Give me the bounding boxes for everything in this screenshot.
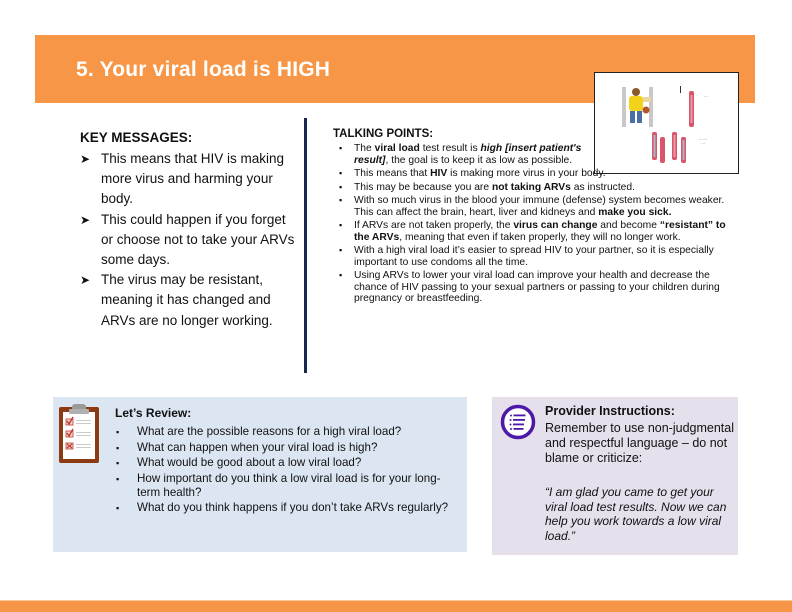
square-bullet-icon: ▪ — [339, 195, 343, 205]
square-bullet-icon: ▪ — [116, 503, 120, 513]
review-question: ▪ What do you think happens if you don’t take ARVs regularly? — [116, 501, 449, 514]
provider-instruction-text: Remember to use non-judgmental and respectful language – do not blame or criticize: — [545, 421, 734, 465]
review-question: ▪ How important do you think a low viral load is for your long-term health? — [116, 471, 441, 499]
arrow-bullet-icon: ➤ — [80, 273, 91, 288]
key-messages-heading: KEY MESSAGES: — [80, 130, 193, 145]
column-divider — [304, 118, 307, 373]
talking-point-item: ▪ With so much virus in the blood your immune (defense) system becomes weaker. This can affect the brain, heart, liver and kidneys and make you sick. — [339, 195, 725, 218]
talking-point-item: ▪ This may be because you are not taking ARVs as instructed. — [339, 181, 635, 193]
review-question: ▪ What can happen when your viral load is high? — [116, 440, 378, 454]
key-messages-list — [80, 149, 295, 331]
provider-sample-quote: “I am glad you came to get your viral load test results. Now we can help you work towards a low viral load.” — [545, 485, 727, 543]
talking-point-item: ▪ Using ARVs to lower your viral load can improve your health and decrease the chance of HIV passing to your sexual partners or passing to your children during pregnancy or breastfeeding. — [339, 270, 720, 304]
clipboard-checklist-icon — [58, 402, 100, 464]
key-messages-section — [80, 130, 295, 331]
page-title: 5. Your viral load is HIGH — [76, 58, 331, 81]
talking-point-item: ▪ This means that HIV is making more virus in your body. — [339, 168, 606, 179]
review-question: ▪ What would be good about a low viral load? — [116, 456, 362, 469]
square-bullet-icon: ▪ — [339, 143, 343, 153]
svg-text:--- ----: --- ---- — [699, 137, 707, 141]
footer-bar — [0, 600, 792, 612]
review-questions-list — [115, 425, 460, 517]
square-bullet-icon: ▪ — [116, 442, 120, 453]
talking-points-section — [333, 128, 738, 307]
key-message-item: ➤ This could happen if you forget or choose not to take your ARVs some days. — [80, 211, 295, 268]
svg-text:- --: - -- — [701, 141, 705, 145]
talking-point-item: ▪ If ARVs are not taken properly, the virus can change and become “resistant” to the ARVs, meaning that even if taken properly, they will no longer work. — [339, 220, 726, 243]
square-bullet-icon: ▪ — [116, 458, 120, 468]
talking-points-list — [333, 143, 738, 305]
arrow-bullet-icon: ➤ — [80, 152, 91, 166]
talking-point-item: ▪ With a high viral load it’s easier to spread HIV to your partner, so it is especially important to use condoms all the time. — [339, 245, 714, 268]
svg-text:...: ... — [679, 81, 682, 85]
provider-instructions-box — [492, 397, 738, 555]
arrow-bullet-icon: ➤ — [80, 212, 91, 227]
square-bullet-icon: ▪ — [116, 473, 120, 484]
square-bullet-icon: ▪ — [339, 245, 343, 255]
key-message-item: ➤ The virus may be resistant, meaning it has changed and ARVs are no longer working. — [80, 272, 273, 328]
list-circle-icon — [500, 404, 536, 440]
review-heading: Let’s Review: — [115, 406, 192, 420]
talking-points-heading: TALKING POINTS: — [333, 128, 434, 140]
square-bullet-icon: ▪ — [116, 427, 120, 437]
square-bullet-icon: ▪ — [339, 181, 343, 192]
square-bullet-icon: ▪ — [339, 168, 343, 178]
square-bullet-icon: ▪ — [339, 270, 343, 280]
square-bullet-icon: ▪ — [339, 220, 343, 230]
key-message-item: ➤ This means that HIV is making more virus and harming your body. — [80, 151, 285, 207]
svg-text:-- -: -- - — [704, 94, 708, 98]
review-box — [53, 397, 467, 552]
provider-heading: Provider Instructions: — [545, 404, 675, 418]
review-question: ▪ What are the possible reasons for a high viral load? — [116, 425, 402, 438]
talking-point-item: ▪ The viral load test result is high [insert patient's result], the goal is to keep it as low as possible. — [339, 143, 582, 166]
